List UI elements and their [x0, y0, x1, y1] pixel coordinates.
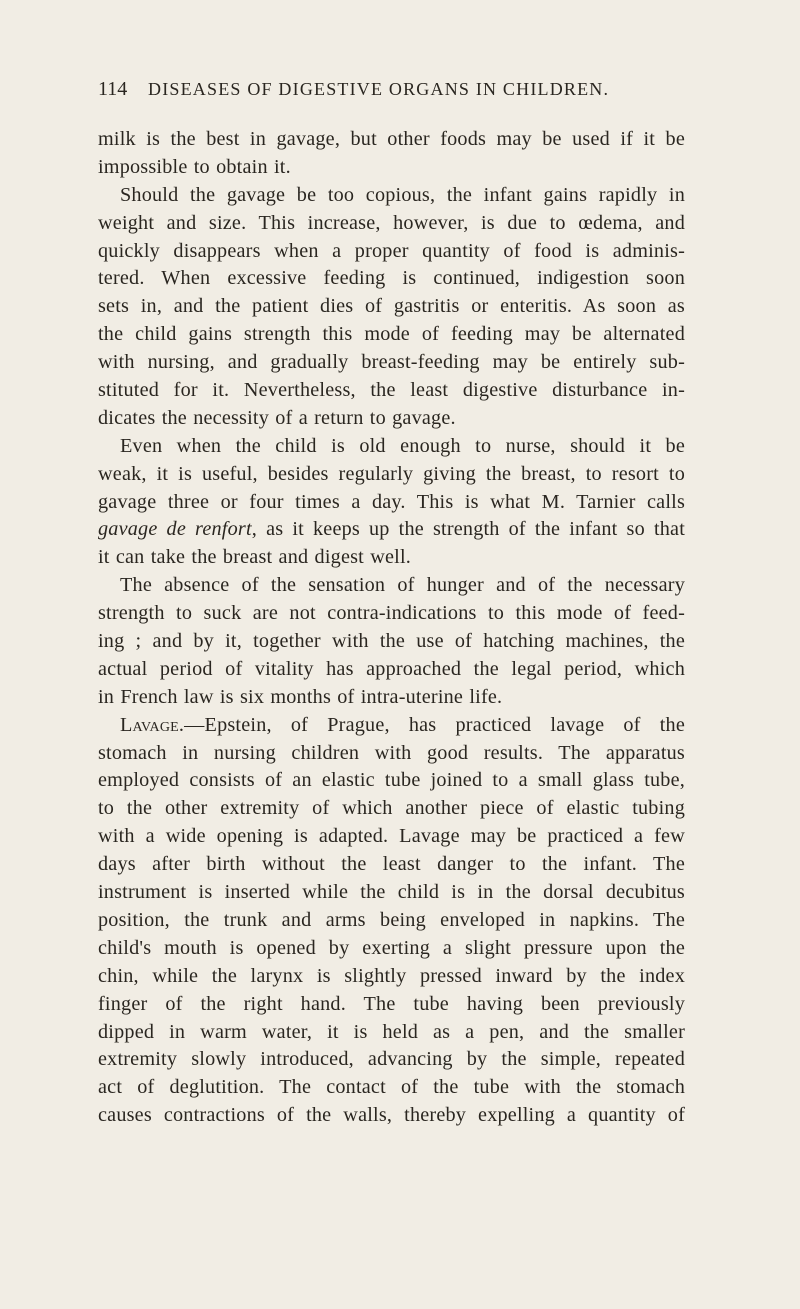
- text-line: the child gains strength this mode of feeding may be alternated: [98, 323, 685, 346]
- text-line: instrument is inserted while the child is in the dorsal decubitus: [98, 881, 685, 904]
- text-line: employed consists of an elastic tube joined to a small glass tube,: [98, 769, 685, 792]
- text-line: Even when the child is old enough to nurse, should it be: [120, 434, 685, 457]
- text-line: [98, 516, 685, 544]
- text-line: actual period of vitality has approached the legal period, which: [98, 657, 685, 680]
- text-line: days after birth without the least danger to the infant. The: [98, 853, 685, 876]
- text-line: child's mouth is opened by exerting a slight pressure upon the: [98, 936, 685, 959]
- text-line: weight and size. This increase, however, is due to œdema, and: [98, 211, 685, 234]
- text-line: quickly disappears when a proper quantity of food is adminis-: [98, 239, 685, 262]
- text-line: impossible to obtain it.: [98, 155, 291, 178]
- text-line: act of deglutition. The contact of the tube with the stomach: [98, 1076, 685, 1099]
- italic-phrase: gavage de renfort: [98, 518, 252, 541]
- text-line: sets in, and the patient dies of gastritis or enteritis. As soon as: [98, 295, 685, 318]
- text-line: gavage three or four times a day. This is what M. Tarnier calls: [98, 490, 685, 513]
- text-line: in French law is six months of intra-uterine life.: [98, 685, 503, 708]
- text-line: tered. When excessive feeding is continued, indigestion soon: [98, 267, 685, 290]
- text-line: weak, it is useful, besides regularly giving the breast, to resort to: [98, 462, 685, 485]
- text-line-rest: .—Epstein, of Prague, has practiced lavage of the: [178, 713, 685, 736]
- text-line: causes contractions of the walls, thereby expelling a quantity of: [98, 1104, 685, 1127]
- text-line: dipped in warm water, it is held as a pen, and the smaller: [98, 1020, 685, 1043]
- text-line: it can take the breast and digest well.: [98, 546, 412, 569]
- text-line: with nursing, and gradually breast-feeding may be entirely sub-: [98, 351, 685, 374]
- text-line: milk is the best in gavage, but other foods may be used if it be: [98, 128, 685, 150]
- text-line: with a wide opening is adapted. Lavage may be practiced a few: [98, 825, 685, 848]
- section-heading: Lavage: [120, 713, 179, 736]
- text-line: stituted for it. Nevertheless, the least digestive disturbance in-: [98, 379, 685, 402]
- text-line: stomach in nursing children with good results. The apparatus: [98, 741, 685, 764]
- running-head: [98, 78, 678, 106]
- text-line: to the other extremity of which another piece of elastic tubing: [98, 797, 685, 820]
- text-line: The absence of the sensation of hunger and of the necessary: [120, 574, 685, 597]
- text-line: ing ; and by it, together with the use of hatching machines, the: [98, 630, 685, 653]
- text-line: position, the trunk and arms being enveloped in napkins. The: [98, 908, 685, 931]
- text-line: strength to suck are not contra-indications to this mode of feed-: [98, 602, 685, 625]
- text-line: extremity slowly introduced, advancing by the simple, repeated: [98, 1048, 685, 1071]
- text-line: chin, while the larynx is slightly pressed inward by the index: [98, 964, 685, 987]
- text-line-rest: , as it keeps up the strength of the infant so that: [251, 518, 685, 541]
- running-head-title: DISEASES OF DIGESTIVE ORGANS IN CHILDREN.: [148, 79, 610, 99]
- text-line: dicates the necessity of a return to gavage.: [98, 406, 456, 429]
- text-line: Should the gavage be too copious, the infant gains rapidly in: [120, 183, 685, 206]
- text-line: [98, 712, 685, 740]
- text-line: finger of the right hand. The tube having been previously: [98, 992, 685, 1015]
- page-number: 114: [98, 78, 128, 100]
- body-text: [98, 126, 685, 1130]
